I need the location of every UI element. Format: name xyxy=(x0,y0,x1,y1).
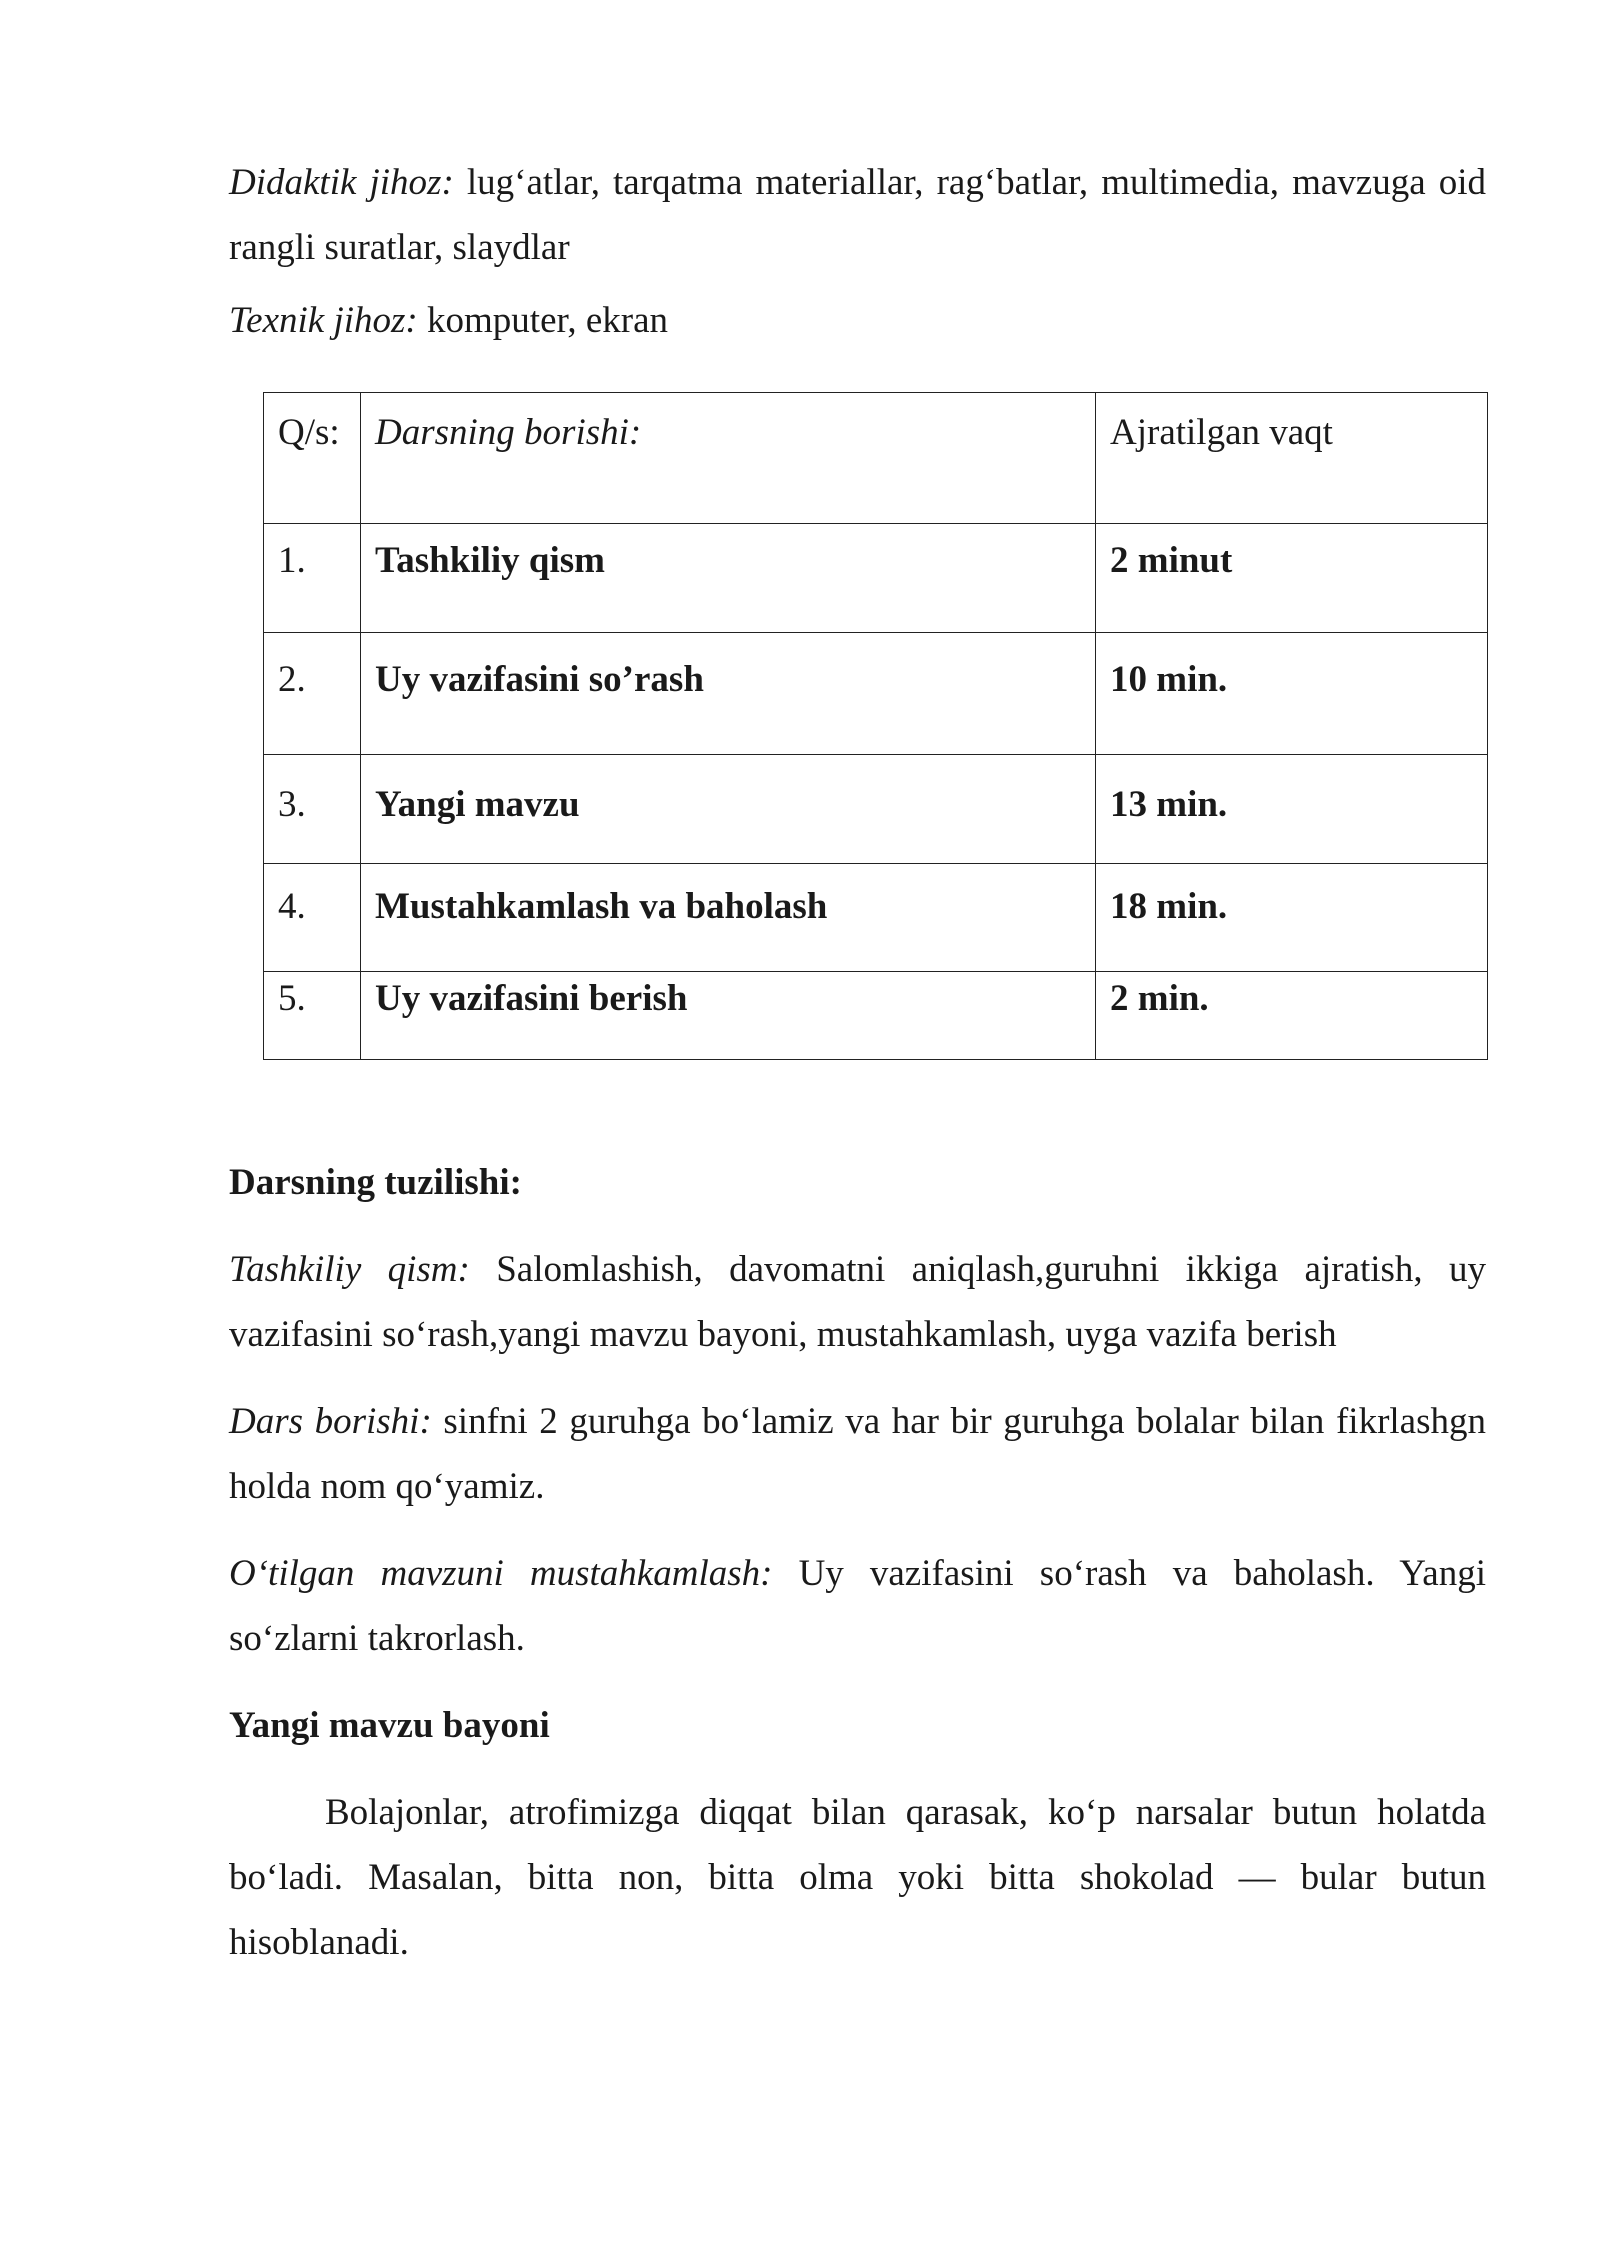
structure-heading: Darsning tuzilishi: xyxy=(229,1162,522,1203)
row-time: 2 minut xyxy=(1096,524,1488,633)
table-row xyxy=(264,524,1488,633)
row-num: 1. xyxy=(264,524,361,633)
review-text: Uy vazifasini so‘rash va baholash. Yangi so‘zlarni takrorlash. xyxy=(229,1553,1487,1659)
row-time: 10 min. xyxy=(1096,633,1488,755)
new-topic-paragraph: Bolajonlar, atrofimizga diqqat bilan qarasak, ko‘p narsalar butun holatda bo‘ladi. Masalan, bitta non, bitta olma yoki bitta shokolad — bular butun hisoblanadi. xyxy=(229,1792,1486,1963)
document-page xyxy=(229,150,1487,1963)
organizational-text: Salomlashish, davomatni aniqlash,guruhni ikkiga ajratish, uy vazifasini so‘rash,yangi mavzu bayoni, mustahkamlash, uyga vazifa berish xyxy=(229,1249,1487,1355)
technical-equipment-text: komputer, ekran xyxy=(427,300,669,341)
row-num: 3. xyxy=(264,755,361,864)
lesson-structure-section xyxy=(229,1150,1486,1975)
review-paragraph xyxy=(229,1541,1486,1671)
table-row xyxy=(264,972,1488,1060)
row-stage: Uy vazifasini so’rash xyxy=(361,633,1096,755)
review-label: O‘tilgan mavzuni mustahkamlash: xyxy=(229,1553,773,1594)
table-row xyxy=(264,633,1488,755)
row-num: 4. xyxy=(264,864,361,972)
row-num: 2. xyxy=(264,633,361,755)
table-row xyxy=(264,864,1488,972)
header-time: Ajratilgan vaqt xyxy=(1096,393,1488,524)
lesson-course-text: sinfni 2 guruhga bo‘lamiz va har bir guruhga bolalar bilan fikrlashgn holda nom qo‘yamiz. xyxy=(229,1401,1487,1507)
organizational-paragraph xyxy=(229,1237,1486,1367)
row-time: 18 min. xyxy=(1096,864,1488,972)
lesson-course-label: Dars borishi: xyxy=(229,1401,432,1442)
lesson-plan-table xyxy=(263,392,1488,1060)
technical-equipment-label: Texnik jihoz: xyxy=(229,300,418,341)
row-num: 5. xyxy=(264,972,361,1060)
row-stage: Tashkiliy qism xyxy=(361,524,1096,633)
header-stage: Darsning borishi: xyxy=(361,393,1096,524)
row-time: 2 min. xyxy=(1096,972,1488,1060)
technical-equipment-paragraph xyxy=(229,288,668,353)
row-stage: Mustahkamlash va baholash xyxy=(361,864,1096,972)
didactic-equipment-paragraph xyxy=(229,150,1486,280)
didactic-equipment-label: Didaktik jihoz: xyxy=(229,162,454,203)
new-topic-heading: Yangi mavzu bayoni xyxy=(229,1705,550,1746)
organizational-label: Tashkiliy qism: xyxy=(229,1249,470,1290)
row-stage: Uy vazifasini berish xyxy=(361,972,1096,1060)
table-header-row xyxy=(264,393,1488,524)
row-stage: Yangi mavzu xyxy=(361,755,1096,864)
lesson-course-paragraph xyxy=(229,1389,1486,1519)
row-time: 13 min. xyxy=(1096,755,1488,864)
header-num: Q/s: xyxy=(264,393,361,524)
didactic-equipment-text: lug‘atlar, tarqatma materiallar, rag‘batlar, multimedia, mavzuga oid rangli suratlar, slaydlar xyxy=(229,162,1486,268)
table-row xyxy=(264,755,1488,864)
